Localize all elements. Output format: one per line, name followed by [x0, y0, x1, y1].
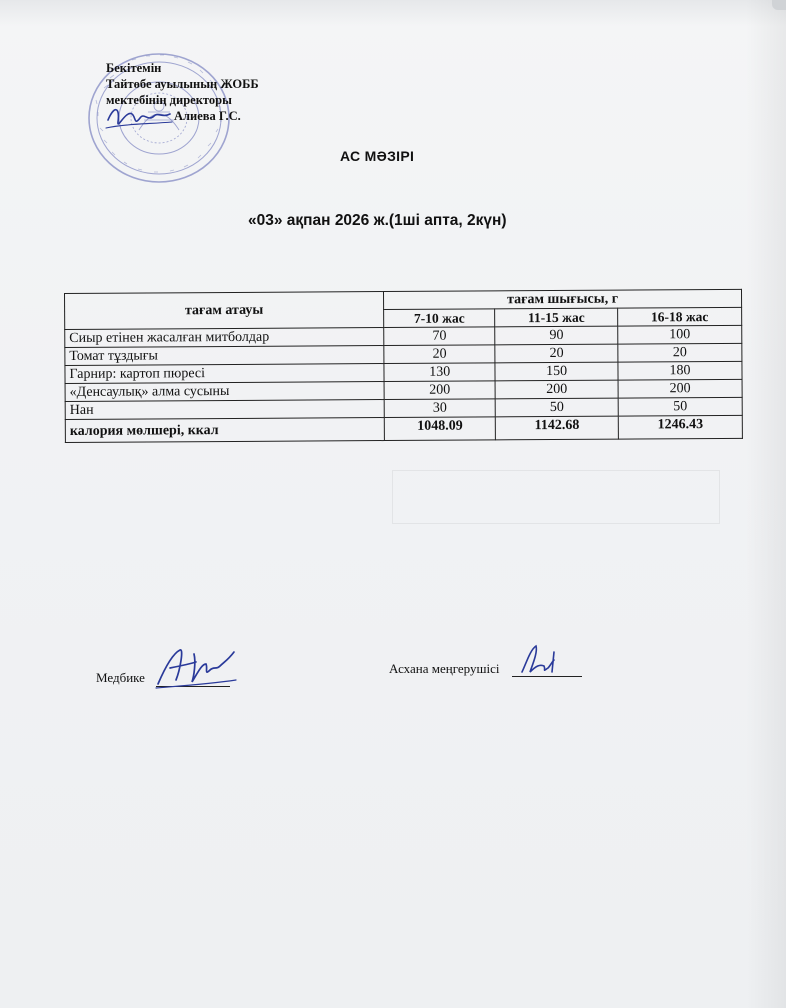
- portion-value: 50: [618, 397, 742, 416]
- age-group-11-15: 11-15 жас: [495, 308, 618, 327]
- portion-value: 30: [384, 399, 495, 418]
- approval-director-name: Алиева Г.С.: [174, 109, 241, 123]
- paper-top-shadow: [0, 0, 786, 26]
- portion-value: 70: [384, 327, 495, 346]
- column-header-dish: тағам атауы: [65, 292, 384, 330]
- age-group-7-10: 7-10 жас: [384, 309, 495, 328]
- menu-date: «03» ақпан 2026 ж.(1ші апта, 2күн): [248, 212, 507, 229]
- portion-value: 20: [495, 344, 618, 363]
- kitchen-head-label: Асхана меңгерушісі: [389, 661, 500, 676]
- page-title: АС МӘЗІРІ: [340, 148, 415, 164]
- dish-name: Сиыр етінен жасалған митболдар: [65, 328, 384, 348]
- calorie-value: 1142.68: [496, 416, 619, 440]
- nurse-signature-icon: [150, 640, 240, 692]
- calorie-label: калория мөлшері, ккал: [65, 418, 384, 443]
- menu-table: [64, 289, 743, 443]
- kitchen-head-signature-icon: [516, 642, 564, 678]
- nurse-label: Медбике: [96, 670, 145, 685]
- portion-value: 20: [384, 345, 495, 364]
- dish-name: Гарнир: картоп пюресі: [65, 364, 384, 384]
- portion-value: 200: [495, 380, 618, 399]
- portion-value: 20: [618, 343, 742, 362]
- calorie-value: 1246.43: [618, 415, 742, 439]
- calorie-value: 1048.09: [384, 417, 496, 441]
- calorie-row: [65, 415, 742, 442]
- paper-right-shadow: [746, 0, 786, 1008]
- column-header-output: тағам шығысы, г: [383, 289, 741, 309]
- dish-name: Нан: [65, 400, 384, 420]
- portion-value: 180: [618, 361, 742, 380]
- dish-name: Томат тұздығы: [65, 346, 384, 366]
- approval-approved: Бекітемін: [106, 61, 162, 75]
- approval-position: мектебінің директоры: [106, 93, 232, 107]
- approval-school: Тайтөбе ауылының ЖОББ: [106, 77, 259, 91]
- portion-value: 130: [384, 363, 495, 382]
- age-group-16-18: 16-18 жас: [618, 307, 742, 326]
- portion-value: 50: [496, 398, 619, 417]
- portion-value: 200: [384, 381, 495, 400]
- director-signature-icon: [104, 100, 174, 134]
- portion-value: 200: [618, 379, 742, 398]
- portion-value: 90: [495, 326, 618, 345]
- portion-value: 150: [495, 362, 618, 381]
- portion-value: 100: [618, 325, 742, 344]
- bleed-through-box: [392, 470, 720, 524]
- dish-name: «Денсаулық» алма сусыны: [65, 382, 384, 402]
- paper-corner: [772, 0, 786, 10]
